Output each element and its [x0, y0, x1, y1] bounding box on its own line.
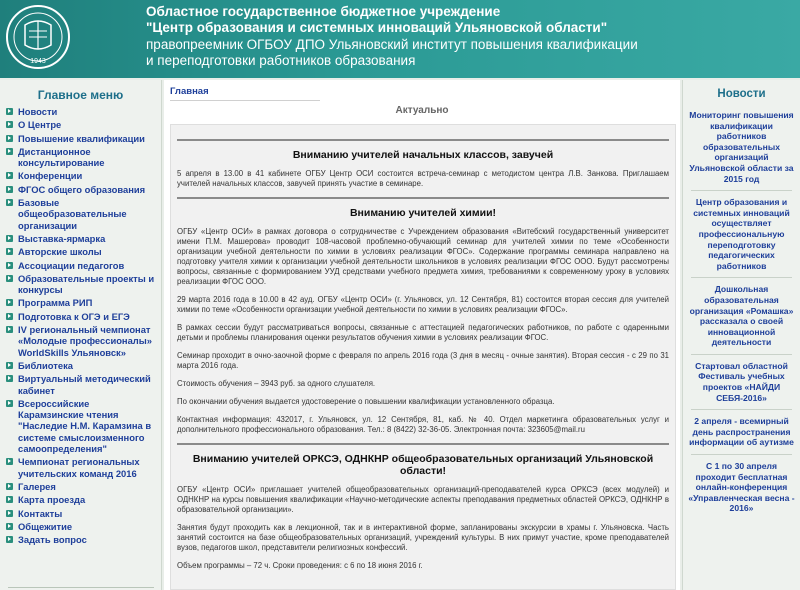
article-title: Вниманию учителей начальных классов, завучей	[292, 149, 554, 161]
menu-item[interactable]: Базовые общеобразовательные организации	[6, 197, 157, 231]
article-paragraph: Объем программы – 72 ч. Сроки проведения: с 6 по 18 июня 2016 г.	[177, 561, 423, 570]
menu-item[interactable]: Контакты	[6, 508, 157, 519]
menu-arrow-icon	[6, 235, 13, 242]
divider	[177, 443, 669, 445]
menu-arrow-icon	[6, 248, 13, 255]
menu-arrow-icon	[6, 362, 13, 369]
menu-arrow-icon	[6, 135, 13, 142]
menu-item[interactable]: Виртуальный методический кабинет	[6, 373, 157, 396]
breadcrumb[interactable]: Главная	[170, 86, 209, 97]
divider	[8, 587, 154, 588]
menu-arrow-icon	[6, 262, 13, 269]
menu-item[interactable]: Задать вопрос	[6, 534, 157, 545]
menu-item[interactable]: Библиотека	[6, 360, 157, 371]
news-item[interactable]: Центр образования и системных инноваций осуществляет профессиональную переподготовку педагогических работников	[693, 197, 790, 271]
articles-panel[interactable]	[170, 124, 676, 590]
header-line-1: Областное государственное бюджетное учреждение	[146, 4, 501, 19]
menu-item[interactable]: Всероссийские Карамзинские чтения "Наследие Н.М. Карамзина в системе смыслоизменного самоопределения"	[6, 398, 157, 454]
menu-arrow-icon	[6, 299, 13, 306]
header-line-2: "Центр образования и системных инноваций Ульяновской области"	[146, 20, 608, 35]
menu-item[interactable]: Авторские школы	[6, 246, 157, 257]
menu-item[interactable]: Новости	[6, 106, 157, 117]
menu-item[interactable]: Галерея	[6, 481, 157, 492]
menu-arrow-icon	[6, 121, 13, 128]
article-paragraph: Семинар проходит в очно-заочной форме с февраля по апрель 2016 года (3 дня в месяц - очные занятия). Вторая сессия - с 29 по 31 марта 2016 года.	[177, 351, 669, 370]
menu-item[interactable]: Выставка-ярмарка	[6, 233, 157, 244]
left-sidebar	[0, 80, 162, 590]
section-title: Актуально	[395, 105, 449, 116]
menu-item[interactable]: Чемпионат региональных учительских команд 2016	[6, 456, 157, 479]
divider	[691, 354, 792, 355]
news-list	[683, 110, 800, 514]
menu-arrow-icon	[6, 483, 13, 490]
article-paragraph: В рамках сессии будут рассматриваться вопросы, связанные с аттестацией педагогических работников, по работе с одаренными детьми и проблемы планирования оценки результатов обучения химии в условиях реализации ФГОС.	[177, 323, 669, 342]
article-paragraph: 5 апреля в 13.00 в 41 кабинете ОГБУ Центр ОСИ состоится встреча-семинар с методистом центра Л.В. Занкова. Приглашаем учителей начальных классов, завучей принять участие в семинаре.	[177, 169, 669, 188]
menu-arrow-icon	[6, 400, 13, 407]
article-paragraph: Стоимость обучения – 3943 руб. за одного слушателя.	[177, 379, 376, 388]
menu-item[interactable]: Повышение квалификации	[6, 133, 157, 144]
article-title: Вниманию учителей ОРКСЭ, ОДНКНР общеобразовательных организаций Ульяновской области!	[192, 453, 654, 477]
menu-item[interactable]: Общежитие	[6, 521, 157, 532]
menu-arrow-icon	[6, 536, 13, 543]
main-content	[164, 80, 680, 590]
menu-arrow-icon	[6, 199, 13, 206]
divider	[177, 139, 669, 141]
menu-arrow-icon	[6, 326, 13, 333]
menu-arrow-icon	[6, 458, 13, 465]
news-title: Новости	[717, 88, 766, 100]
right-sidebar	[682, 80, 800, 590]
menu-item[interactable]: Дистанционное консультирование	[6, 146, 157, 169]
divider	[691, 190, 792, 191]
divider	[177, 197, 669, 199]
divider	[691, 409, 792, 410]
article-title: Вниманию учителей химии!	[349, 207, 497, 219]
article-paragraph: ОГБУ «Центр ОСИ» приглашает учителей общеобразовательных организаций-преподавателей курса ОРКСЭ (всех модулей) и ОДНКНР на курсы повышения квалификации «Научно-методические аспекты преподавания предметных областей ОРКСЭ, ОДНКНР в образовательной организации».	[177, 485, 669, 514]
divider	[691, 277, 792, 278]
header-line-4: и переподготовки работников образования	[146, 53, 416, 68]
news-item[interactable]: С 1 по 30 апреля проходит бесплатная онлайн-конференция «Управленческая весна - 2016»	[688, 461, 795, 514]
main-menu-title: Главное меню	[37, 88, 124, 102]
logo-year: 1943	[30, 58, 46, 65]
menu-item[interactable]: Подготовка к ОГЭ и ЕГЭ	[6, 311, 157, 322]
article-paragraph: Занятия будут проходить как в лекционной, так и в интерактивной форме, запланированы экскурсии в храмы г. Ульяновска. Часть занятий состоится на базе общеобразовательных организаций, учреждений культуры. В них примут участие, кроме преподавателей вузов, педагогов школ, представители религиозных конфессий.	[177, 523, 669, 552]
menu-item[interactable]: О Центре	[6, 119, 157, 130]
header-line-3: правопреемник ОГБОУ ДПО Ульяновский институт повышения квалификации	[146, 37, 638, 52]
menu-item[interactable]: Карта проезда	[6, 494, 157, 505]
main-menu	[0, 106, 161, 545]
article-paragraph: 29 марта 2016 года в 10.00 в 42 ауд. ОГБУ «Центр ОСИ» (г. Ульяновск, ул. 12 Сентября, 81) состоится вторая сессия для учителей химии по теме «Особенности организации учебной деятельности по химии в условиях реализации ФГОС».	[177, 295, 669, 314]
menu-arrow-icon	[6, 313, 13, 320]
menu-arrow-icon	[6, 148, 13, 155]
menu-item[interactable]: IV региональный чемпионат «Молодые профессионалы» WorldSkills Ульяновск»	[6, 324, 157, 358]
menu-item[interactable]: Конференции	[6, 170, 157, 181]
divider	[691, 454, 792, 455]
article-paragraph: ОГБУ «Центр ОСИ» в рамках договора о сотрудничестве с Учреждением образования «Витебский государственный университет имени П.М. Машерова» проводит 108-часовой проблемно-обучающий семинар для учителей химии по теме «Особенности организации учебной деятельности по химии в условиях реализации ФГОС». Содержание программы семинара направлено на подготовку учителя химии к организации учебной деятельности школьников в условиях реализации ФГОС ООО. Будут рассмотрены вопросы, связанные с формированием УУД средствами учебного предмета химия, требованиями к современному уроку в условиях реализации ФГОС ООО.	[177, 227, 669, 286]
article-paragraph: По окончании обучения выдается удостоверение о повышении квалификации установленного образца.	[177, 397, 555, 406]
menu-item[interactable]: ФГОС общего образования	[6, 184, 157, 195]
menu-arrow-icon	[6, 510, 13, 517]
menu-item[interactable]: Программа РИП	[6, 297, 157, 308]
menu-arrow-icon	[6, 275, 13, 282]
menu-arrow-icon	[6, 186, 13, 193]
news-item[interactable]: Стартовал областной Фестиваль учебных проектов «НАЙДИ СЕБЯ-2016»	[695, 360, 788, 403]
divider	[170, 100, 320, 101]
menu-arrow-icon	[6, 172, 13, 179]
menu-arrow-icon	[6, 375, 13, 382]
news-item[interactable]: Мониторинг повышения квалификации работников образовательных организаций Ульяновской области за 2015 год	[689, 110, 794, 184]
menu-item[interactable]: Образовательные проекты и конкурсы	[6, 273, 157, 296]
menu-item[interactable]: Ассоциации педагогов	[6, 260, 157, 271]
emblem-logo[interactable]	[5, 3, 71, 73]
news-item[interactable]: 2 апреля - всемирный день распространения информации об аутизме	[689, 416, 794, 448]
site-header	[0, 0, 800, 78]
news-item[interactable]: Дошкольная образовательная организация «Ромашка» рассказала о своей инновационной деятельности	[689, 284, 794, 348]
menu-arrow-icon	[6, 108, 13, 115]
menu-arrow-icon	[6, 523, 13, 530]
article-paragraph: Контактная информация: 432017, г. Ульяновск, ул. 12 Сентября, 81, каб. № 40. Отдел маркетинга образовательных услуг и дополнительного профессионального образования. Тел.: 8 (8422) 32-36-05. Электронная почта: 323605@mail.ru	[177, 415, 669, 434]
menu-arrow-icon	[6, 496, 13, 503]
